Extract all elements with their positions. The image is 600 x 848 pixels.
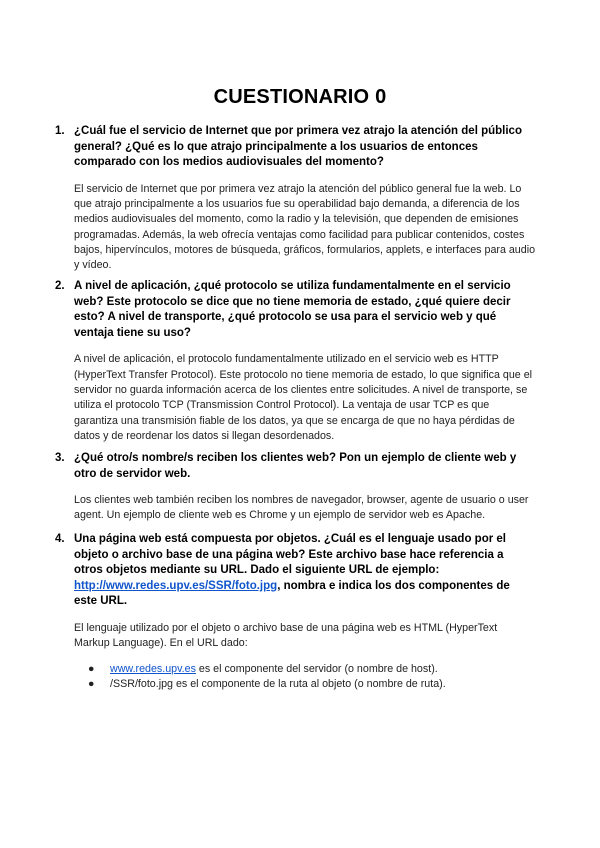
question-4 [55,532,535,693]
bullet-icon: ● [88,662,95,675]
question-number: 4. [55,533,65,545]
page-title: CUESTIONARIO 0 [213,86,387,108]
question-number: 3. [55,452,65,464]
question-text-part2: , nombra e indica los dos componentes de este URL. [74,579,510,608]
bullet-text: es el componente del servidor (o nombre de host). [195,662,438,675]
answer-text: A nivel de aplicación, el protocolo fundamentalmente utilizado en el servicio web es HTTP (HyperText Transfer Protocol). Este protocolo no tiene memoria de estado, lo que significa que el servidor no guarda información acerca de los clientes entre solicitudes. A nivel de transporte, se utiliza el protocolo TCP (Transmission Control Protocol). La ventaja de usar TCP es que garantiza una transmisión fiable de los datos, ya que se encarga de que no haya pérdidas de datos y de reordenar los datos si llegan desordenados. [74,353,533,442]
answer-bullet-list [88,662,535,693]
question-1 [55,124,535,274]
question-3 [55,451,535,524]
answer-text: El lenguaje utilizado por el objeto o archivo base de una página web es HTML (HyperText Markup Language). En el URL dado: [74,621,498,650]
question-text: A nivel de aplicación, ¿qué protocolo se utiliza fundamentalmente en el servicio web? Este protocolo se dice que no tiene memoria de estado, ¿qué quiere decir esto? A nivel de transporte, ¿qué protocolo se usa para el servicio web y qué ventaja tiene su uso? [74,280,511,339]
host-link[interactable]: www.redes.upv.es [110,662,196,675]
question-number: 1. [55,125,65,137]
bullet-text: /SSR/foto.jpg es el componente de la ruta al objeto (o nombre de ruta). [110,678,446,691]
list-item [88,677,535,693]
question-2 [55,279,535,444]
question-text-part1: Una página web está compuesta por objetos. ¿Cuál es el lenguaje usado por el objeto o archivo base de una página web? Este archivo base hace referencia a otros objetos mediante su URL. Dado el siguiente URL de ejemplo: [74,533,506,577]
answer-text: Los clientes web también reciben los nombres de navegador, browser, agente de usuario o user agent. Un ejemplo de cliente web es Chrome y un ejemplo de servidor web es Apache. [74,494,529,522]
question-number: 2. [55,280,65,292]
question-text [74,532,535,610]
answer-text: El servicio de Internet que por primera vez atrajo la atención del público general fue la web. Lo que atrajo principalmente a los usuarios fue su operabilidad bajo demanda, a diferencia de los medios audiovisuales del momento, como la radio y la televisión, que dependen de emisiones programadas. Además, la web ofrecía ventajas como facilidad para publicar contenidos, costes bajos, hipervínculos, motores de búsqueda, gráficos, formularios, applets, e interfaces para audio y vídeo. [74,182,536,272]
list-item [88,662,535,678]
question-text: ¿Cuál fue el servicio de Internet que por primera vez atrajo la atención del público general? ¿Qué es lo que atrajo principalmente a los usuarios de entonces comparado con los medios audiovisuales del momento? [74,125,522,169]
bullet-icon: ● [88,678,95,691]
question-text: ¿Qué otro/s nombre/s reciben los clientes web? Pon un ejemplo de cliente web y otro de servidor web. [74,452,517,480]
example-url-link[interactable]: http://www.redes.upv.es/SSR/foto.jpg [74,579,278,592]
